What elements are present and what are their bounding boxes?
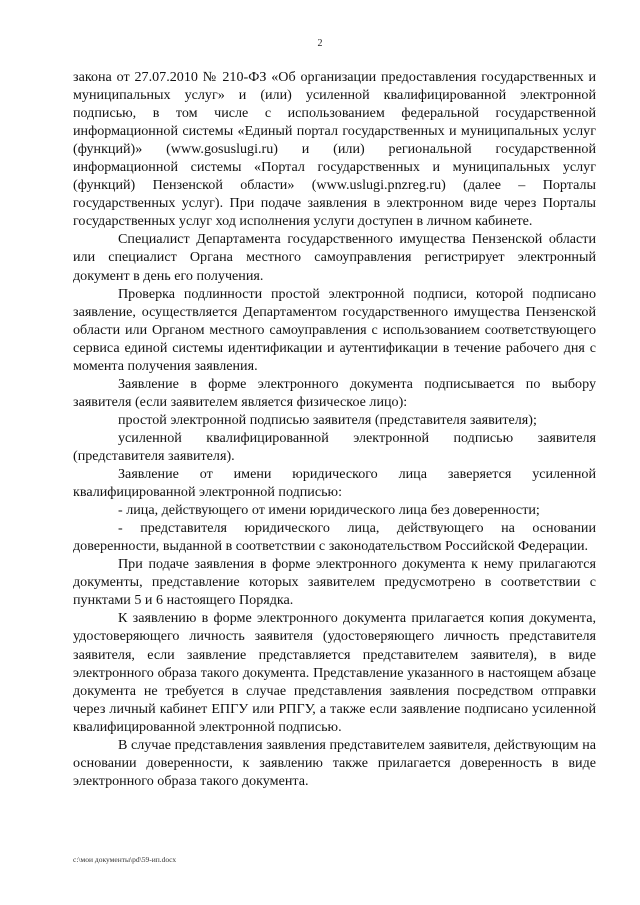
paragraph-identity-copy: К заявлению в форме электронного документа прилагается копия документа, удостоверяющего личность заявителя (удостоверяющего личность представителя заявителя, если заявление представляется представителем заявителя), в виде электронного образа такого документа. Представление указанного в настоящем абзаце документа не требуется в случае представления заявления посредством отправки через личный кабинет ЕПГУ или РПГУ, а также если заявление подписано усиленной квалифицированной электронной подписью. [73,610,596,735]
paragraph-continuation: закона от 27.07.2010 № 210-ФЗ «Об организации предоставления государственных и муниципальных услуг» и (или) усиленной квалифицированной электронной подписью, в том числе с использованием федеральной государственной информационной системы «Единый портал государственных и муниципальных услуг (функций)» (www.gosuslugi.ru) и (или) региональной государственной информационной системы «Портал государственных и муниципальных услуг (функций) Пензенской области» (www.uslugi.pnzreg.ru) (далее – Порталы государственных услуг). При подаче заявления в электронном виде через Порталы государственных услуг ход исполнения услуги доступен в личном кабинете. [73,69,596,230]
list-item-qualified-signature: усиленной квалифицированной электронной подписью заявителя (представителя заявителя). [73,429,596,464]
paragraph-legal-entity: Заявление от имени юридического лица заверяется усиленной квалифицированной электронной подписью: [73,466,596,501]
list-item-simple-signature: простой электронной подписью заявителя (представителя заявителя); [118,411,537,428]
page-number: 2 [317,38,323,49]
footer-file-path: c:\мои документы\pd\59-ип.docx [73,855,177,864]
list-item-without-proxy: - лица, действующего от имени юридического лица без доверенности; [118,502,540,519]
paragraph-signature-check: Проверка подлинности простой электронной подписи, которой подписано заявление, осуществляется Департаментом государственного имущества Пензенской области или Органом местного самоуправления с использованием соответствующего сервиса единой системы идентификации и аутентификации в течение рабочего дня с момента получения заявления. [73,285,596,374]
paragraph-power-of-attorney: В случае представления заявления представителем заявителя, действующим на основании доверенности, к заявлению также прилагается доверенность в виде электронного образа такого документа. [73,736,596,789]
list-item-representative: - представителя юридического лица, действующего на основании доверенности, выданной в соответствии с законодательством Российской Федерации. [73,520,596,555]
paragraph-attachments: При подаче заявления в форме электронного документа к нему прилагаются документы, представление которых заявителем предусмотрено в соответствии с пунктами 5 и 6 настоящего Порядка. [73,556,596,609]
paragraph-signing-options: Заявление в форме электронного документа подписывается по выбору заявителя (если заявителем является физическое лицо): [73,375,596,410]
paragraph-registration: Специалист Департамента государственного имущества Пензенской области или специалист Органа местного самоуправления регистрирует электронный документ в день его получения. [73,231,596,284]
document-body [73,68,596,790]
